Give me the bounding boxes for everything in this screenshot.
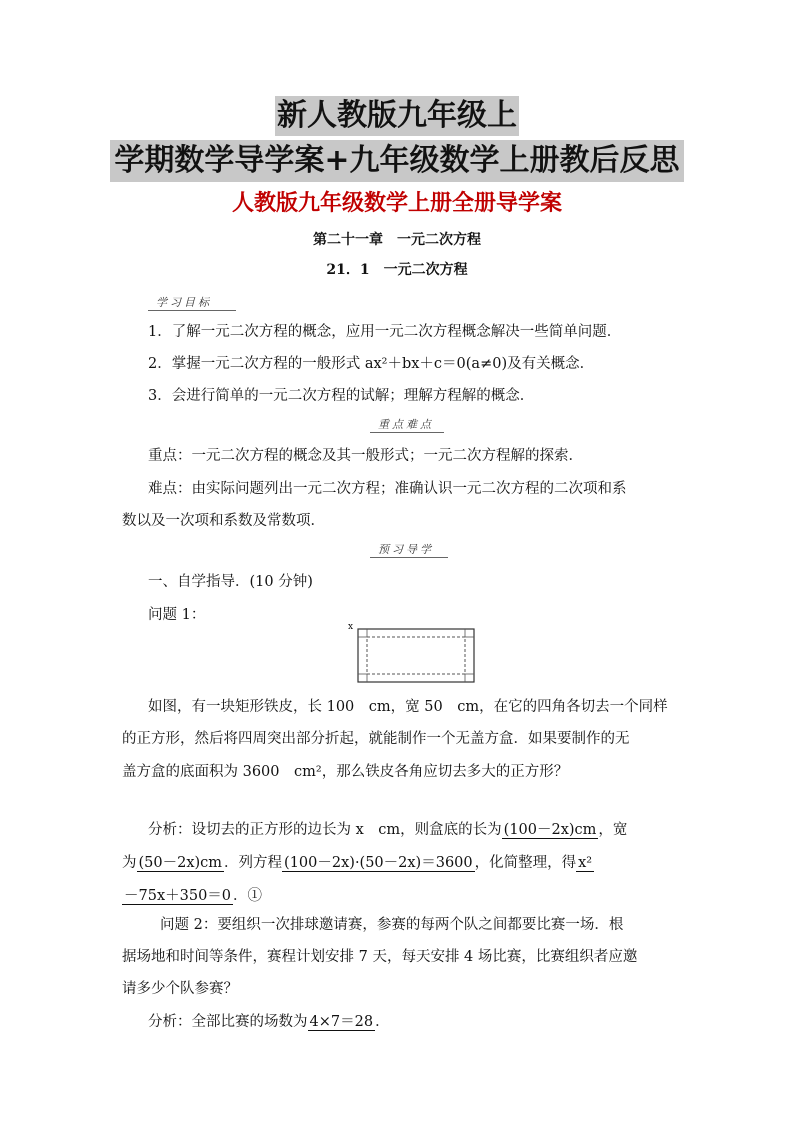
problem1-text: 如图，有一块矩形铁皮，长 100 cm，宽 50 cm，在它的四角各切去一个同样 xyxy=(148,699,668,715)
difficulty-text: 难点：由实际问题列出一元二次方程；准确认识一元二次方程的二次项和系 xyxy=(148,481,627,497)
key-points-badge: 重点难点 xyxy=(370,416,444,433)
preview-badge: 预习导学 xyxy=(370,541,448,558)
answer-blank: 4×7＝28 xyxy=(309,1014,374,1030)
answer-blank: (100－2x)cm xyxy=(503,822,597,838)
doc-title-line1: 新人教版九年级上 xyxy=(0,96,794,136)
problem1-text: 盖方盒的底面积为 3600 cm²，那么铁皮各角应切去多大的正方形？ xyxy=(122,764,569,780)
answer-blank: x² xyxy=(578,855,593,871)
goal-item: 1．了解一元二次方程的概念，应用一元二次方程概念解决一些简单问题． xyxy=(148,324,622,340)
problem2-text: 问题 2：要组织一次排球邀请赛，参赛的每两个队之间都要比赛一场．根 xyxy=(160,917,624,933)
analysis1-line1: 分析：设切去的正方形的边长为 x cm，则盒底的长为 (100－2x)cm ，宽 xyxy=(148,822,628,838)
self-study-heading: 一、自学指导．(10 分钟) xyxy=(148,574,313,590)
analysis1-line2: 为 (50－2x)cm ．列方程 (100－2x)·(50－2x)＝3600 ，化简整理，得 x² xyxy=(122,855,593,871)
difficulty-text-cont: 数以及一次项和系数及常数项． xyxy=(122,513,325,529)
section-heading: 21．1 一元二次方程 xyxy=(326,262,468,278)
problem2-text: 请多少个队参赛？ xyxy=(122,981,238,997)
goals-badge: 学习目标 xyxy=(148,294,236,311)
goal-item: 2．掌握一元二次方程的一般形式 ax²＋bx＋c＝0(a≠0)及有关概念． xyxy=(148,356,595,372)
doc-title-line2: 学期数学导学案+九年级数学上册教后反思 xyxy=(0,140,794,182)
rectangle-sheet-figure xyxy=(354,628,476,684)
key-point-text: 重点：一元二次方程的概念及其一般形式；一元二次方程解的探索． xyxy=(148,448,583,464)
problem1-label: 问题 1： xyxy=(148,607,206,623)
analysis1-line3: －75x＋350＝0 ．① xyxy=(124,888,263,904)
sheet-diagram xyxy=(348,622,476,684)
goal-item: 3．会进行简单的一元二次方程的试解；理解方程解的概念． xyxy=(148,388,535,404)
analysis2-line: 分析：全部比赛的场数为 4×7＝28 ． xyxy=(148,1014,390,1030)
answer-blank: －75x＋350＝0 xyxy=(124,888,232,904)
problem2-text: 据场地和时间等条件，赛程计划安排 7 天，每天安排 4 场比赛，比赛组织者应邀 xyxy=(122,949,638,965)
diagram-x-label: x xyxy=(348,622,354,632)
answer-blank: (100－2x)·(50－2x)＝3600 xyxy=(284,855,473,871)
problem1-text: 的正方形，然后将四周突出部分折起，就能制作一个无盖方盒．如果要制作的无 xyxy=(122,731,630,747)
doc-subtitle: 人教版九年级数学上册全册导学案 xyxy=(231,191,562,216)
answer-blank: (50－2x)cm xyxy=(138,855,223,871)
chapter-heading: 第二十一章 一元二次方程 xyxy=(313,232,481,248)
